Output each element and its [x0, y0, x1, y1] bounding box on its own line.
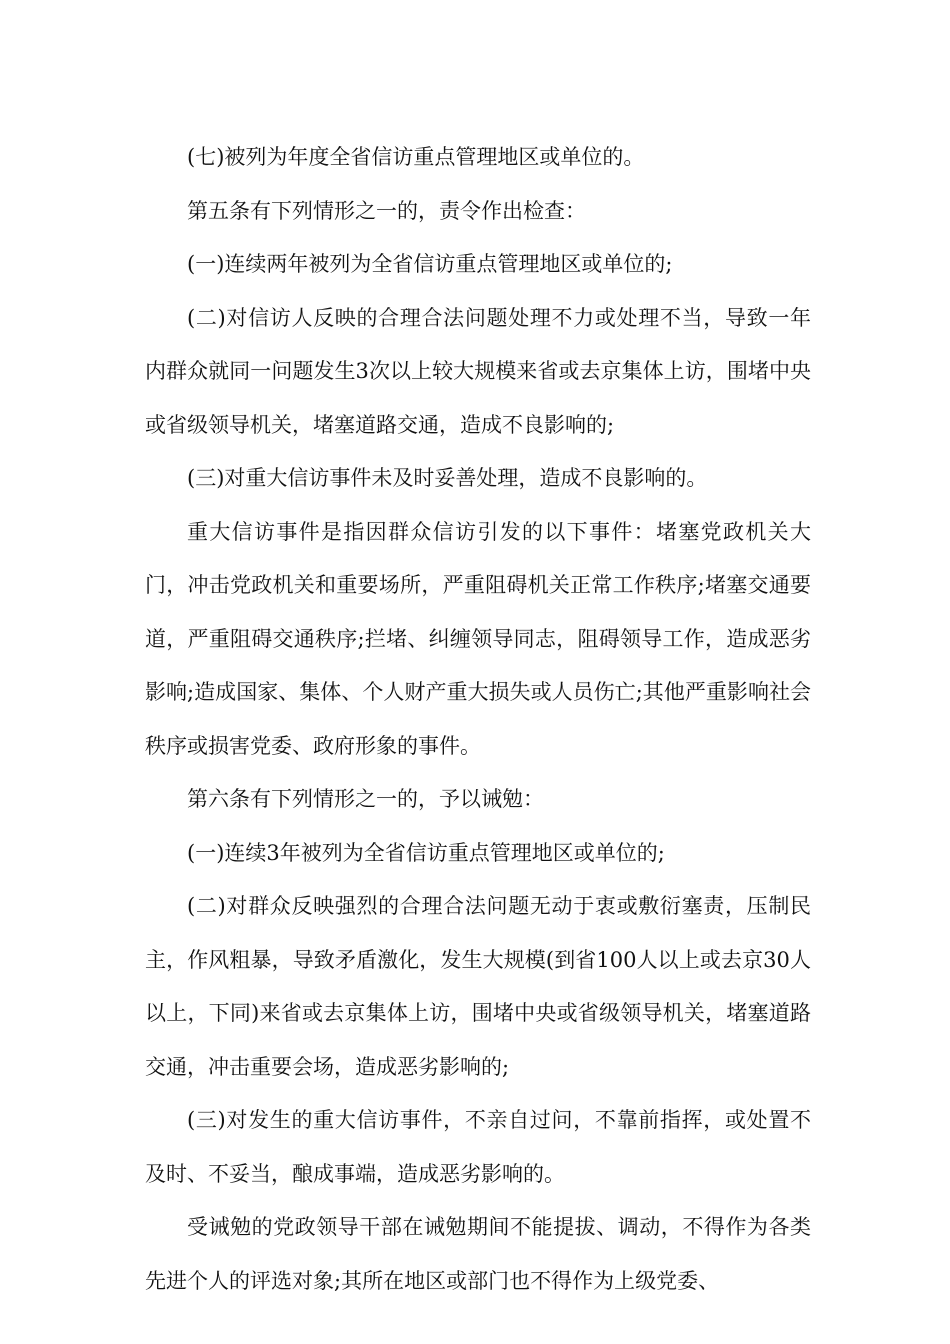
- paragraph-definition: 重大信访事件是指因群众信访引发的以下事件：堵塞党政机关大门，冲击党政机关和重要场所，严重阻碍机关正常工作秩序;堵塞交通要道，严重阻碍交通秩序;拦堵、纠缠领导同志，阻碍领导工作，造成恶劣影响;造成国家、集体、个人财产重大损失或人员伤亡;其他严重影响社会秩序或损害党委、政府形象的事件。: [145, 519, 811, 758]
- paragraph-item-7: (七)被列为年度全省信访重点管理地区或单位的。: [187, 145, 645, 169]
- paragraph-item-3: (三)对重大信访事件未及时妥善处理，造成不良影响的。: [187, 466, 708, 490]
- paragraph-item-1: (一)连续两年被列为全省信访重点管理地区或单位的;: [187, 252, 673, 276]
- paragraph-item-3: (三)对发生的重大信访事件，不亲自过问，不靠前指挥，或处置不及时、不妥当，酿成事端，造成恶劣影响的。: [145, 1108, 811, 1186]
- paragraph-item-1: (一)连续3年被列为全省信访重点管理地区或单位的;: [187, 840, 665, 865]
- paragraph-consequence: 受诫勉的党政领导干部在诫勉期间不能提拔、调动，不得作为各类先进个人的评选对象;其所在地区或部门也不得作为上级党委、: [145, 1215, 811, 1293]
- document-body: [145, 131, 811, 1308]
- paragraph-item-2: (二)对信访人反映的合理合法问题处理不力或处理不当，导致一年内群众就同一问题发生3次以上较大规模来省或去京集体上访，围堵中央或省级领导机关，堵塞道路交通，造成不良影响的;: [145, 305, 811, 437]
- article-5-heading: 第五条有下列情形之一的，责令作出检查：: [187, 198, 586, 223]
- article-6-heading: 第六条有下列情形之一的，予以诫勉：: [187, 787, 544, 811]
- paragraph-item-2: (二)对群众反映强烈的合理合法问题无动于衷或敷衍塞责，压制民主，作风粗暴，导致矛盾激化，发生大规模(到省100人以上或去京30人以上，下同)来省或去京集体上访，围堵中央或省级领导机关，堵塞道路交通，冲击重要会场，造成恶劣影响的;: [145, 894, 811, 1079]
